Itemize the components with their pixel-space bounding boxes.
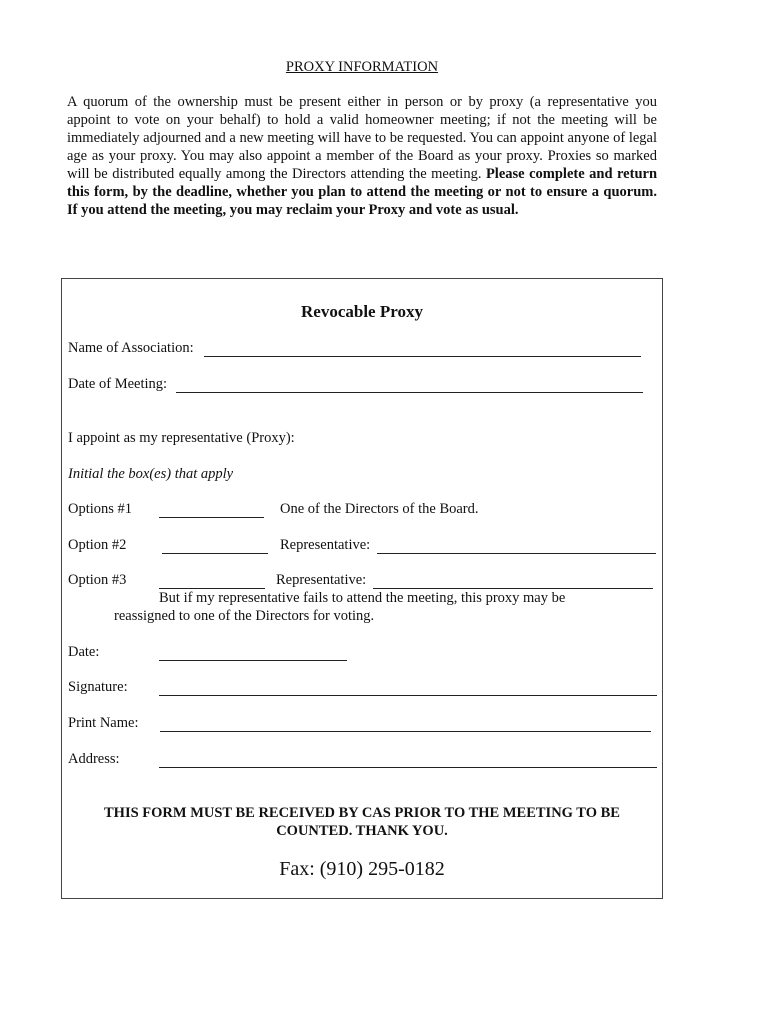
signature-field[interactable] [159, 695, 657, 696]
option-1-text: One of the Directors of the Board. [280, 501, 479, 517]
appoint-label: I appoint as my representative (Proxy): [68, 430, 295, 446]
form-title: Revocable Proxy [301, 302, 423, 321]
date-field[interactable] [159, 660, 347, 661]
option-3-initial-field[interactable] [159, 588, 265, 589]
address-label: Address: [68, 751, 120, 767]
address-field[interactable] [159, 767, 657, 768]
meeting-date-field[interactable] [176, 392, 643, 393]
submission-notice-text: THIS FORM MUST BE RECEIVED BY CAS PRIOR TO THE MEETING TO BE COUNTED. THANK YOU. [104, 805, 620, 839]
association-field[interactable] [204, 356, 641, 357]
page-title: PROXY INFORMATION [285, 59, 439, 75]
option-3-representative-field[interactable] [373, 588, 653, 589]
intro-bold-text: Please complete and return this form, by the deadline, whether you plan to attend the meeting or not to ensure a quorum. If you attend the meeting, you may reclaim your Proxy and vote as usual. [67, 166, 658, 218]
option-2-label: Option #2 [68, 537, 127, 553]
print-name-field[interactable] [160, 731, 651, 732]
intro-paragraph [67, 93, 657, 219]
option-2-initial-field[interactable] [162, 553, 268, 554]
option-3-label: Option #3 [68, 572, 127, 588]
option-2-representative-field[interactable] [377, 553, 656, 554]
association-label: Name of Association: [68, 340, 194, 356]
print-name-label: Print Name: [68, 715, 139, 731]
submission-notice [61, 804, 663, 840]
signature-label: Signature: [68, 679, 128, 695]
option-3-note-line-1: But if my representative fails to attend the meeting, this proxy may be [159, 590, 566, 606]
meeting-date-label: Date of Meeting: [68, 376, 168, 392]
option-3-note-line-2: reassigned to one of the Directors for voting. [114, 608, 375, 624]
option-2-text: Representative: [280, 537, 371, 553]
initial-instruction: Initial the box(es) that apply [68, 466, 234, 482]
option-1-initial-field[interactable] [159, 517, 264, 518]
option-3-text: Representative: [276, 572, 367, 588]
date-label: Date: [68, 644, 100, 660]
option-1-label: Options #1 [68, 501, 133, 517]
fax-number: Fax: (910) 295-0182 [279, 858, 445, 880]
intro-text: A quorum of the ownership must be present either in person or by proxy (a representative you appoint to vote on your behalf) to hold a valid homeowner meeting; if not the meeting will be immediately adjourned and a new meeting will have to be requested. You can appoint anyone of legal age as your proxy. You may also appoint a member of the Board as your proxy. Proxies so marked will be distributed equally among the Directors attending the meeting. [67, 94, 657, 182]
